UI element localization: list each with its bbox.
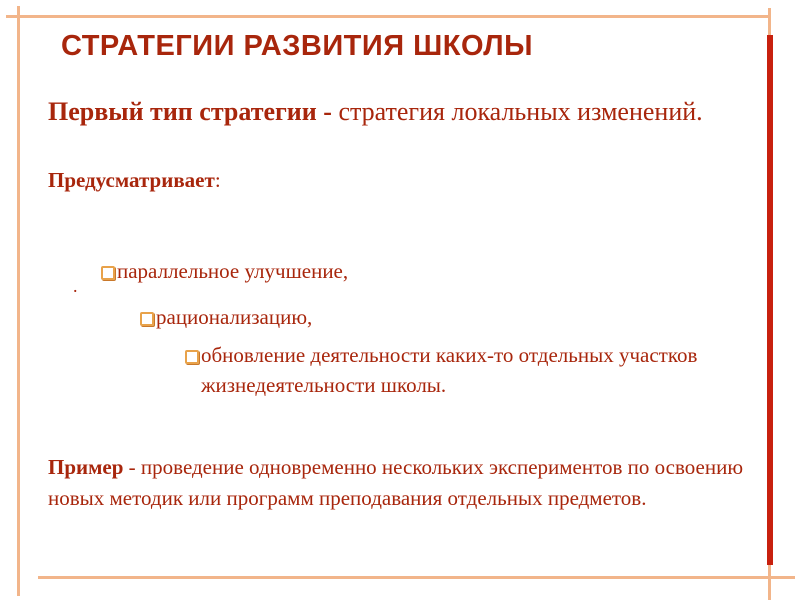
bullet-item [140, 302, 312, 332]
red-accent-bar [767, 35, 773, 565]
slide-title: СТРАТЕГИИ РАЗВИТИЯ ШКОЛЫ [61, 30, 534, 62]
checkbox-bullet-icon [101, 266, 115, 280]
bottom-frame-line [38, 576, 795, 579]
example-paragraph [48, 452, 758, 514]
lead-text: стратегия локальных изменений. [338, 97, 703, 126]
provides-bold: Предусматривает [48, 168, 215, 192]
bullet-item [101, 256, 348, 286]
example-bold: Пример [48, 455, 124, 479]
bullet-text: параллельное улучшение, [117, 259, 349, 283]
left-frame-line [17, 6, 20, 596]
stray-dot: . [73, 276, 78, 296]
checkbox-bullet-icon [185, 350, 199, 364]
example-text: - проведение одновременно нескольких экспериментов по освоению новых методик или программ преподавания отдельных предметов. [48, 455, 744, 510]
bullet-text: рационализацию, [156, 305, 313, 329]
lead-bold: Первый тип стратегии - [48, 97, 339, 126]
bullet-text: обновление деятельности каких-то отдельных участков жизнедеятельности школы. [201, 343, 698, 397]
top-frame-line [6, 15, 770, 18]
provides-line [48, 168, 221, 193]
lead-paragraph [48, 94, 738, 130]
bullet-item [185, 340, 761, 400]
checkbox-bullet-icon [140, 312, 154, 326]
provides-colon: : [214, 168, 221, 192]
